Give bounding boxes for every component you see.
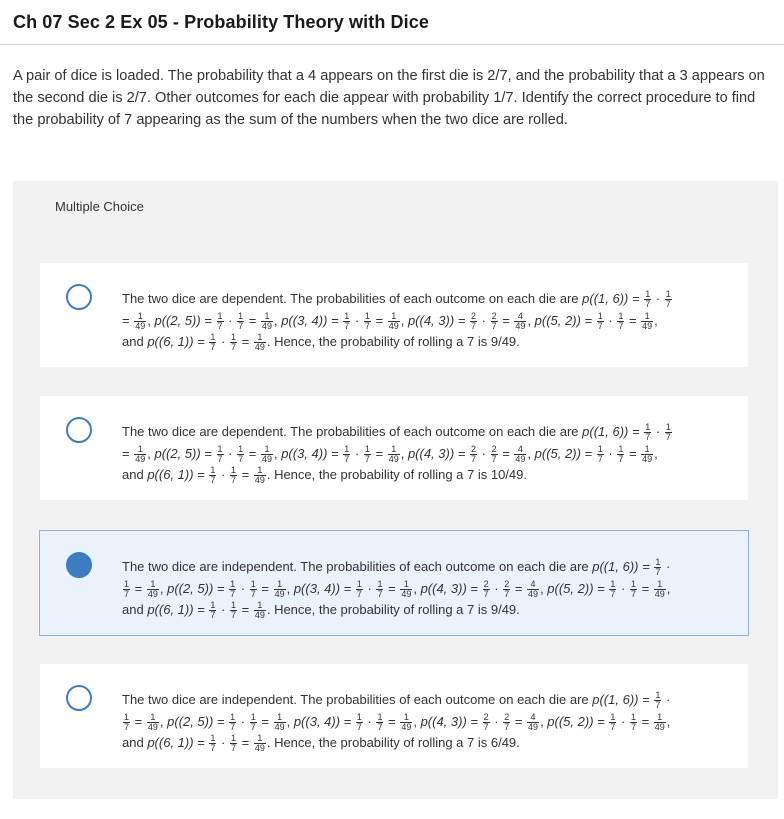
probability-term: p((3, 4)) = [281, 312, 339, 328]
fraction-denominator: 7 [210, 342, 216, 353]
fraction-denominator: 49 [642, 320, 653, 331]
probability-term: p((1, 6)) = [592, 692, 650, 707]
fraction-numerator: 4 [514, 312, 526, 322]
fraction-numerator: 1 [364, 310, 370, 321]
radio-button[interactable] [66, 417, 92, 443]
fraction-denominator: 7 [471, 320, 477, 331]
fraction-numerator: 2 [491, 310, 497, 321]
fraction-numerator: 1 [147, 580, 159, 590]
fraction [491, 312, 498, 331]
fraction-numerator: 1 [654, 713, 666, 723]
fraction-numerator: 1 [210, 465, 216, 476]
fraction [147, 580, 159, 599]
fraction [491, 445, 498, 464]
probability-term: p((5, 2)) = [547, 713, 605, 729]
fraction-numerator: 2 [504, 711, 510, 722]
probability-term: p((6, 1)) = [147, 334, 205, 349]
fraction-numerator: 1 [254, 466, 266, 476]
fraction-denominator: 7 [238, 453, 244, 464]
fraction-denominator: 7 [491, 320, 497, 331]
fraction [654, 691, 661, 710]
fraction [147, 713, 159, 732]
fraction-denominator: 7 [377, 721, 383, 732]
fraction [237, 445, 244, 464]
fraction-numerator: 1 [388, 312, 400, 322]
fraction-numerator: 1 [400, 713, 412, 723]
fraction-numerator: 1 [356, 711, 362, 722]
fraction-denominator: 7 [471, 453, 477, 464]
fraction-numerator: 2 [471, 310, 477, 321]
fraction [343, 312, 350, 331]
fraction [274, 713, 286, 732]
option-lead: The two dice are dependent. The probabilities of each outcome on each die are [122, 424, 579, 439]
fraction-numerator: 1 [655, 690, 661, 701]
probability-term: p((5, 2)) = [534, 312, 593, 328]
fraction-numerator: 1 [261, 312, 273, 322]
fraction [644, 290, 651, 309]
header-divider [0, 44, 784, 45]
option-conclusion: Hence, the probability of rolling a 7 is 10/49. [274, 467, 527, 482]
fraction [527, 580, 539, 599]
fraction-numerator: 4 [514, 445, 526, 455]
fraction [470, 312, 477, 331]
fraction [254, 333, 266, 352]
probability-term: p((6, 1)) = [147, 602, 205, 617]
probability-term: p((6, 1)) = [147, 735, 205, 750]
fraction [630, 713, 637, 732]
fraction-numerator: 1 [230, 600, 236, 611]
fraction [209, 601, 216, 620]
and-word: and [122, 602, 144, 617]
answer-option-3[interactable] [39, 530, 749, 636]
fraction-numerator: 1 [654, 580, 666, 590]
fraction-denominator: 49 [388, 453, 399, 464]
fraction-numerator: 1 [344, 443, 350, 454]
fraction-numerator: 1 [254, 734, 266, 744]
fraction-denominator: 49 [254, 475, 265, 486]
fraction-numerator: 4 [527, 580, 539, 590]
fraction [514, 445, 526, 464]
fraction-numerator: 1 [610, 578, 616, 589]
fraction-numerator: 1 [364, 443, 370, 454]
multiple-choice-label: Multiple Choice [55, 199, 144, 214]
probability-term: p((6, 1)) = [147, 467, 205, 482]
fraction-numerator: 1 [618, 443, 624, 454]
option-lead: The two dice are independent. The probabilities of each outcome on each die are [122, 559, 589, 574]
fraction [470, 445, 477, 464]
fraction-denominator: 7 [124, 721, 130, 732]
probability-term: p((2, 5)) = [154, 312, 212, 328]
fraction-denominator: 49 [254, 342, 265, 353]
fraction-numerator: 1 [344, 310, 350, 321]
fraction-denominator: 7 [483, 588, 489, 599]
answer-option-4[interactable] [39, 663, 749, 769]
option-conclusion: Hence, the probability of rolling a 7 is 6/49. [274, 735, 520, 750]
fraction [364, 312, 371, 331]
fraction-denominator: 7 [230, 743, 236, 754]
fraction [630, 580, 637, 599]
fraction-denominator: 49 [515, 453, 526, 464]
fraction [617, 445, 624, 464]
fraction [134, 445, 146, 464]
fraction-numerator: 1 [134, 445, 146, 455]
fraction [400, 580, 412, 599]
fraction-numerator: 1 [261, 445, 273, 455]
fraction-denominator: 49 [261, 453, 272, 464]
fraction-numerator: 1 [250, 578, 256, 589]
fraction-denominator: 7 [356, 721, 362, 732]
fraction-numerator: 1 [645, 422, 651, 433]
fraction [261, 445, 273, 464]
fraction-numerator: 1 [356, 578, 362, 589]
fraction [209, 734, 216, 753]
fraction-denominator: 7 [597, 320, 603, 331]
probability-term: p((4, 3)) = [420, 580, 478, 596]
fraction-denominator: 49 [261, 320, 272, 331]
fraction-numerator: 1 [388, 445, 400, 455]
option-text: The two dice are independent. The probabilities of each outcome on each die are p((1, 6)) = $\frac{1}{7}$ · $\frac{1}{7}$ = $\frac{1}{49}$ , p((2, 5)) = $\frac{1}{7}$ · $\frac{1}{7}$ = $\frac{1}{49}$ , p((3, 4)) = $\frac{1}{7}$ · $\frac{1}{7}$ = $\frac{1}{49}$ , p((4, 3)) = $\frac{2}{7}$ · $\frac{2}{7}$ = $\frac{4}{49}$ , p((5, 2)) = $\frac{1}{7}$ · $\frac{1}{7}$ = $\frac{1}{49}$ , and p((6, 1)) = $\frac{1}{7}$ · $\frac{1}{7}$ = $\frac{1}{49}$ . Hence, the probability of rolling a 7 is 6/49. [122, 690, 671, 754]
fraction-numerator: 1 [210, 332, 216, 343]
option-lead: The two dice are dependent. The probabilities of each outcome on each die are [122, 291, 579, 306]
fraction [229, 580, 236, 599]
fraction-numerator: 1 [665, 289, 671, 300]
fraction [134, 312, 146, 331]
and-word: and [122, 467, 144, 482]
fraction-denominator: 49 [274, 721, 285, 732]
fraction [388, 312, 400, 331]
fraction [609, 713, 616, 732]
probability-term: p((3, 4)) = [293, 580, 352, 596]
fraction [254, 466, 266, 485]
fraction-denominator: 7 [344, 320, 350, 331]
option-text: The two dice are dependent. The probabilities of each outcome on each die are p((1, 6)) = $\frac{1}{7}$ · $\frac{1}{7}$ = $\frac{1}{49}$ , p((2, 5)) = $\frac{1}{7}$ · $\frac{1}{7}$ = $\frac{1}{49}$ , p((3, 4)) = $\frac{1}{7}$ · $\frac{1}{7}$ = $\frac{1}{49}$ , p((4, 3)) = $\frac{2}{7}$ · $\frac{2}{7}$ = $\frac{4}{49}$ , p((5, 2)) = $\frac{1}{7}$ · $\frac{1}{7}$ = $\frac{1}{49}$ , and p((6, 1)) = $\frac{1}{7}$ · $\frac{1}{7}$ = $\frac{1}{49}$ . Hence, the probability of rolling a 7 is 9/49. [122, 289, 671, 353]
fraction-denominator: 7 [665, 299, 671, 310]
probability-term: p((1, 6)) = [592, 559, 650, 574]
probability-term: p((3, 4)) = [293, 713, 352, 729]
fraction-denominator: 7 [630, 588, 636, 599]
probability-term: p((4, 3)) = [407, 312, 466, 328]
fraction-numerator: 1 [597, 443, 603, 454]
fraction [654, 713, 666, 732]
answer-option-2[interactable] [39, 395, 749, 501]
fraction-numerator: 1 [400, 580, 412, 590]
fraction-numerator: 1 [124, 578, 130, 589]
fraction-denominator: 7 [230, 610, 236, 621]
fraction [250, 713, 257, 732]
fraction-denominator: 7 [618, 320, 624, 331]
fraction [514, 312, 526, 331]
fraction-numerator: 1 [210, 733, 216, 744]
fraction [527, 713, 539, 732]
fraction-numerator: 1 [217, 310, 223, 321]
fraction [209, 333, 216, 352]
fraction-denominator: 7 [364, 453, 370, 464]
fraction-denominator: 7 [665, 432, 671, 443]
fraction-denominator: 7 [655, 567, 661, 578]
fraction-numerator: 1 [641, 312, 653, 322]
fraction-denominator: 7 [610, 721, 616, 732]
fraction-numerator: 1 [618, 310, 624, 321]
fraction [230, 333, 237, 352]
fraction-denominator: 7 [645, 299, 651, 310]
fraction-denominator: 49 [528, 588, 539, 599]
fraction-numerator: 1 [230, 578, 236, 589]
fraction [229, 713, 236, 732]
fraction [376, 580, 383, 599]
fraction-numerator: 1 [210, 600, 216, 611]
fraction-numerator: 1 [665, 422, 671, 433]
fraction [665, 290, 672, 309]
fraction-numerator: 2 [504, 578, 510, 589]
fraction [376, 713, 383, 732]
fraction-denominator: 7 [238, 320, 244, 331]
fraction-denominator: 7 [377, 588, 383, 599]
fraction-denominator: 7 [630, 721, 636, 732]
fraction-denominator: 49 [135, 453, 146, 464]
fraction-denominator: 7 [210, 475, 216, 486]
fraction [665, 423, 672, 442]
answer-option-1[interactable] [39, 262, 749, 368]
probability-term: p((2, 5)) = [167, 713, 225, 729]
fraction-denominator: 7 [250, 588, 256, 599]
fraction [503, 580, 510, 599]
fraction-denominator: 7 [364, 320, 370, 331]
fraction-denominator: 49 [401, 588, 412, 599]
radio-button[interactable] [66, 685, 92, 711]
fraction-denominator: 7 [217, 320, 223, 331]
fraction-denominator: 49 [388, 320, 399, 331]
fraction-denominator: 7 [124, 588, 130, 599]
fraction [597, 445, 604, 464]
fraction [641, 312, 653, 331]
fraction-numerator: 1 [254, 601, 266, 611]
fraction [230, 734, 237, 753]
fraction-denominator: 7 [210, 610, 216, 621]
fraction [483, 713, 490, 732]
fraction [343, 445, 350, 464]
probability-term: p((4, 3)) = [420, 713, 478, 729]
fraction-denominator: 7 [610, 588, 616, 599]
fraction-numerator: 1 [230, 711, 236, 722]
option-lead: The two dice are independent. The probabilities of each outcome on each die are [122, 692, 589, 707]
question-text: A pair of dice is loaded. The probability that a 4 appears on the first die is 2/7, and the probability that a 3 appears on the second die is 2/7. Other outcomes for each die appear with probability 1/7. Identify the correct procedure to find the probability of 7 appearing as the sum of the numbers when the two dice are rolled. [13, 68, 765, 128]
fraction [123, 580, 130, 599]
fraction-numerator: 1 [274, 580, 286, 590]
fraction [261, 312, 273, 331]
fraction-denominator: 7 [645, 432, 651, 443]
fraction-denominator: 7 [483, 721, 489, 732]
fraction-denominator: 7 [230, 475, 236, 486]
fraction [274, 580, 286, 599]
fraction [654, 580, 666, 599]
fraction-denominator: 7 [655, 700, 661, 711]
fraction-denominator: 49 [254, 743, 265, 754]
fraction-numerator: 1 [230, 465, 236, 476]
fraction-denominator: 7 [230, 588, 236, 599]
fraction-denominator: 49 [274, 588, 285, 599]
fraction-denominator: 7 [230, 342, 236, 353]
fraction [254, 734, 266, 753]
fraction-denominator: 7 [504, 721, 510, 732]
fraction-denominator: 7 [356, 588, 362, 599]
fraction-denominator: 49 [401, 721, 412, 732]
fraction-numerator: 1 [610, 711, 616, 722]
fraction-denominator: 7 [210, 743, 216, 754]
fraction [250, 580, 257, 599]
option-text: The two dice are dependent. The probabilities of each outcome on each die are p((1, 6)) = $\frac{1}{7}$ · $\frac{1}{7}$ = $\frac{1}{49}$ , p((2, 5)) = $\frac{1}{7}$ · $\frac{1}{7}$ = $\frac{1}{49}$ , p((3, 4)) = $\frac{1}{7}$ · $\frac{1}{7}$ = $\frac{1}{49}$ , p((4, 3)) = $\frac{2}{7}$ · $\frac{2}{7}$ = $\frac{4}{49}$ , p((5, 2)) = $\frac{1}{7}$ · $\frac{1}{7}$ = $\frac{1}{49}$ , and p((6, 1)) = $\frac{1}{7}$ · $\frac{1}{7}$ = $\frac{1}{49}$ . Hence, the probability of rolling a 7 is 10/49. [122, 422, 671, 486]
fraction [644, 423, 651, 442]
probability-term: p((1, 6)) = [582, 291, 640, 306]
fraction-numerator: 2 [471, 443, 477, 454]
fraction [388, 445, 400, 464]
radio-button[interactable] [66, 284, 92, 310]
probability-term: p((5, 2)) = [534, 445, 593, 461]
fraction [617, 312, 624, 331]
probability-term: p((1, 6)) = [582, 424, 640, 439]
fraction-denominator: 7 [250, 721, 256, 732]
option-text: The two dice are independent. The probabilities of each outcome on each die are p((1, 6)) = $\frac{1}{7}$ · $\frac{1}{7}$ = $\frac{1}{49}$ , p((2, 5)) = $\frac{1}{7}$ · $\frac{1}{7}$ = $\frac{1}{49}$ , p((3, 4)) = $\frac{1}{7}$ · $\frac{1}{7}$ = $\frac{1}{49}$ , p((4, 3)) = $\frac{2}{7}$ · $\frac{2}{7}$ = $\frac{4}{49}$ , p((5, 2)) = $\frac{1}{7}$ · $\frac{1}{7}$ = $\frac{1}{49}$ , and p((6, 1)) = $\frac{1}{7}$ · $\frac{1}{7}$ = $\frac{1}{49}$ . Hence, the probability of rolling a 7 is 9/49. [122, 557, 671, 621]
fraction-denominator: 49 [654, 588, 665, 599]
fraction-denominator: 49 [642, 453, 653, 464]
fraction-numerator: 1 [274, 713, 286, 723]
fraction-numerator: 1 [124, 711, 130, 722]
fraction-numerator: 2 [483, 578, 489, 589]
probability-term: p((4, 3)) = [407, 445, 466, 461]
fraction-numerator: 4 [527, 713, 539, 723]
fraction-denominator: 49 [147, 588, 158, 599]
fraction-denominator: 7 [217, 453, 223, 464]
fraction [483, 580, 490, 599]
and-word: and [122, 334, 144, 349]
fraction [609, 580, 616, 599]
fraction-numerator: 1 [377, 578, 383, 589]
probability-term: p((2, 5)) = [167, 580, 225, 596]
fraction-numerator: 2 [483, 711, 489, 722]
page-title: Ch 07 Sec 2 Ex 05 - Probability Theory with Dice [13, 12, 429, 32]
multiple-choice-panel [13, 181, 778, 799]
fraction-denominator: 7 [504, 588, 510, 599]
fraction [217, 312, 224, 331]
fraction-denominator: 7 [597, 453, 603, 464]
fraction-numerator: 1 [630, 578, 636, 589]
fraction-denominator: 49 [654, 721, 665, 732]
and-word: and [122, 735, 144, 750]
fraction [364, 445, 371, 464]
fraction-numerator: 1 [230, 332, 236, 343]
fraction-denominator: 49 [528, 721, 539, 732]
fraction [123, 713, 130, 732]
fraction-denominator: 7 [618, 453, 624, 464]
fraction-numerator: 1 [645, 289, 651, 300]
fraction [400, 713, 412, 732]
fraction [356, 580, 363, 599]
fraction-numerator: 1 [254, 333, 266, 343]
fraction-numerator: 1 [238, 443, 244, 454]
fraction [597, 312, 604, 331]
fraction-denominator: 49 [147, 721, 158, 732]
fraction-numerator: 1 [597, 310, 603, 321]
fraction [237, 312, 244, 331]
fraction-denominator: 49 [135, 320, 146, 331]
fraction [356, 713, 363, 732]
fraction-numerator: 1 [655, 557, 661, 568]
fraction-denominator: 7 [230, 721, 236, 732]
fraction-numerator: 1 [250, 711, 256, 722]
fraction-numerator: 2 [491, 443, 497, 454]
probability-term: p((2, 5)) = [154, 445, 212, 461]
fraction-denominator: 7 [344, 453, 350, 464]
fraction [209, 466, 216, 485]
fraction [230, 601, 237, 620]
fraction-denominator: 49 [515, 320, 526, 331]
fraction-numerator: 1 [134, 312, 146, 322]
fraction [503, 713, 510, 732]
fraction-numerator: 1 [238, 310, 244, 321]
fraction-numerator: 1 [230, 733, 236, 744]
fraction-numerator: 1 [630, 711, 636, 722]
fraction [217, 445, 224, 464]
fraction-numerator: 1 [377, 711, 383, 722]
radio-button[interactable] [66, 552, 92, 578]
fraction [254, 601, 266, 620]
option-conclusion: Hence, the probability of rolling a 7 is 9/49. [274, 602, 520, 617]
fraction-denominator: 7 [491, 453, 497, 464]
fraction-denominator: 49 [254, 610, 265, 621]
probability-term: p((3, 4)) = [281, 445, 339, 461]
fraction-numerator: 1 [147, 713, 159, 723]
fraction [230, 466, 237, 485]
probability-term: p((5, 2)) = [547, 580, 605, 596]
fraction-numerator: 1 [217, 443, 223, 454]
fraction [641, 445, 653, 464]
option-conclusion: Hence, the probability of rolling a 7 is 9/49. [274, 334, 520, 349]
fraction-numerator: 1 [641, 445, 653, 455]
fraction [654, 558, 661, 577]
